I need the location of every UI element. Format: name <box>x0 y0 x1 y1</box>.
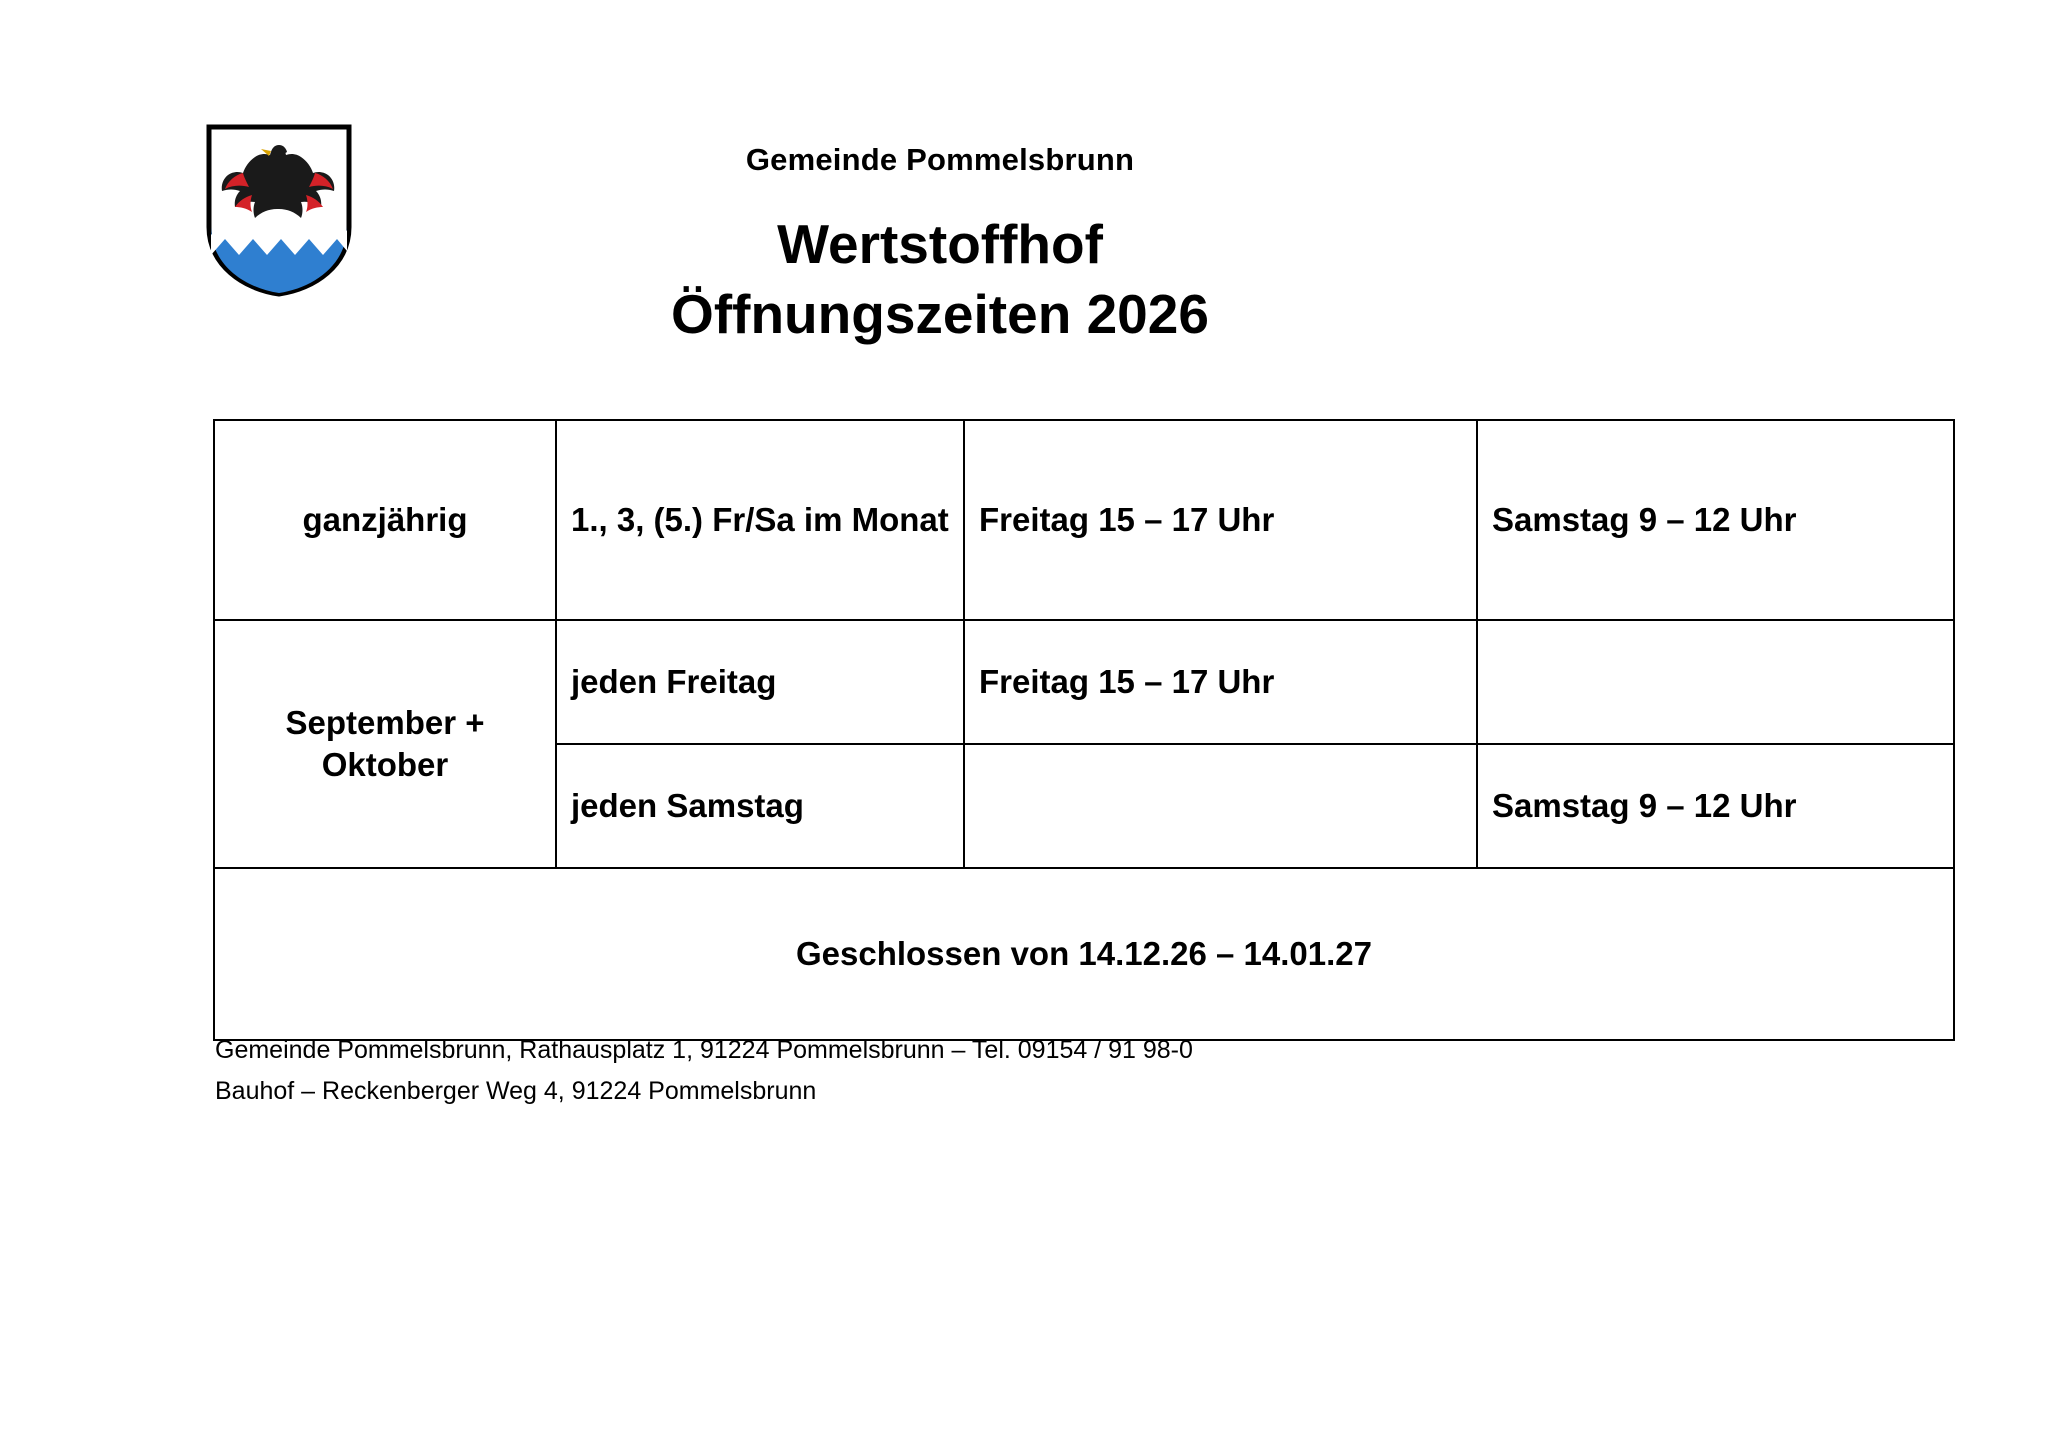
saturday-hours-cell <box>1477 620 1954 744</box>
page-title-line2: Öffnungszeiten 2026 <box>671 283 1209 345</box>
saturday-hours-cell: Samstag 9 – 12 Uhr <box>1477 744 1954 868</box>
friday-hours-cell: Freitag 15 – 17 Uhr <box>964 620 1477 744</box>
table-row-closed <box>214 868 1954 1040</box>
period-cell: September + Oktober <box>214 620 556 868</box>
table-row <box>214 620 1954 744</box>
opening-hours-table <box>213 419 1955 1041</box>
page-title-line1: Wertstoffhof <box>777 213 1103 275</box>
friday-hours-cell <box>964 744 1477 868</box>
footer-line-2: Bauhof – Reckenberger Weg 4, 91224 Pommelsbrunn <box>215 1076 817 1105</box>
friday-hours-cell: Freitag 15 – 17 Uhr <box>964 420 1477 620</box>
period-cell: ganzjährig <box>214 420 556 620</box>
organization-name: Gemeinde Pommelsbrunn <box>745 142 1135 177</box>
table-row <box>214 420 1954 620</box>
saturday-hours-cell: Samstag 9 – 12 Uhr <box>1477 420 1954 620</box>
which-days-cell: jeden Freitag <box>556 620 964 744</box>
closed-note: Geschlossen von 14.12.26 – 14.01.27 <box>214 868 1954 1040</box>
footer <box>215 1030 1193 1111</box>
which-days-cell: 1., 3, (5.) Fr/Sa im Monat <box>556 420 964 620</box>
which-days-cell: jeden Samstag <box>556 744 964 868</box>
document-header <box>0 0 2048 400</box>
footer-line-1: Gemeinde Pommelsbrunn, Rathausplatz 1, 91224 Pommelsbrunn – Tel. 09154 / 91 98-0 <box>215 1036 1193 1064</box>
